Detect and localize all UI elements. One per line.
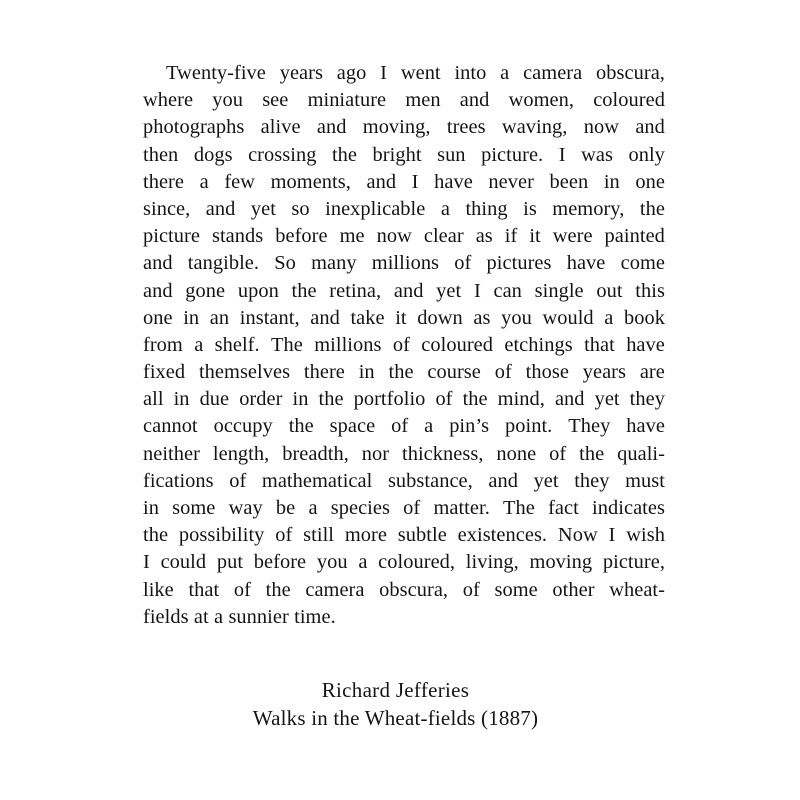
passage-line	[143, 468, 665, 495]
passage-word: of	[435, 388, 453, 411]
passage-word: can	[493, 279, 522, 302]
passage-word: fications	[143, 469, 214, 492]
passage-word: a	[308, 497, 318, 519]
passage-word: since,	[143, 197, 191, 220]
passage-word: down	[417, 306, 463, 329]
passage-word: tangible.	[187, 252, 260, 275]
passage-word: of	[403, 497, 421, 519]
passage-word: a	[424, 415, 434, 438]
passage-word: and	[488, 469, 518, 492]
passage-word: thickness,	[402, 442, 484, 465]
attribution-year: (1887)	[481, 706, 539, 730]
passage-word: matter.	[433, 497, 490, 519]
passage-word: neither	[143, 442, 200, 465]
passage-word: were	[552, 225, 593, 248]
passage-word: possibility	[178, 524, 265, 547]
passage-word: moving	[529, 551, 593, 574]
passage-word: millions	[371, 252, 440, 275]
passage-word: gone	[185, 279, 226, 302]
passage-word: etchings	[504, 333, 573, 356]
passage-word: there	[143, 170, 185, 193]
passage-word: you	[501, 306, 532, 329]
passage-word: and	[459, 89, 490, 112]
passage-word: I	[558, 143, 566, 166]
passage-word: and	[554, 388, 585, 411]
passage-word: pictures	[486, 252, 552, 275]
passage-word: this	[635, 279, 665, 302]
passage-word: and	[310, 306, 340, 329]
passage-word: only	[628, 143, 665, 166]
passage-line	[143, 577, 665, 604]
passage-word: species	[330, 497, 390, 519]
passage-word: is	[523, 197, 537, 220]
passage-word: none	[496, 442, 537, 465]
passage-word: at	[193, 605, 209, 628]
passage-word: portfolio	[353, 388, 426, 411]
passage-word: single	[534, 279, 584, 302]
passage-word: I	[473, 279, 481, 302]
passage-word: due	[199, 388, 230, 411]
passage-word: women,	[508, 89, 575, 112]
passage-word: ago	[336, 62, 367, 84]
passage-word: retina,	[329, 279, 382, 302]
passage-word: if	[504, 225, 518, 248]
passage-word: sun	[437, 143, 466, 166]
passage-word: order	[239, 388, 283, 411]
passage-word: and	[635, 116, 665, 139]
passage-word: a	[358, 551, 368, 574]
passage-word: of	[392, 333, 410, 356]
passage-line	[143, 441, 665, 468]
passage-word: I	[380, 62, 388, 84]
passage-word: painted	[604, 225, 665, 248]
passage-line	[143, 60, 665, 87]
passage-word: me	[339, 225, 365, 248]
passage-line	[143, 169, 665, 196]
passage-word: the	[318, 388, 344, 411]
passage-line	[143, 142, 665, 169]
passage-word: yet	[533, 469, 559, 492]
passage-word: mathematical	[261, 469, 373, 492]
passage-body	[143, 60, 665, 631]
passage-line	[143, 386, 665, 413]
passage-word: before	[275, 225, 328, 248]
passage-word: and	[316, 116, 347, 139]
passage-word: other	[552, 578, 595, 601]
passage-word: from	[143, 333, 183, 356]
passage-word: a	[214, 605, 224, 628]
passage-line	[143, 223, 665, 250]
passage-word: the	[288, 415, 314, 438]
passage-word: and	[366, 170, 397, 193]
passage-word: you	[212, 89, 243, 112]
passage-word: yet	[250, 197, 276, 220]
passage-word: the	[265, 578, 291, 601]
passage-word: quali-	[617, 442, 665, 465]
passage-word: camera	[305, 578, 365, 601]
passage-word: now	[583, 116, 619, 139]
passage-word: Twenty-five	[166, 62, 266, 84]
passage-line	[143, 332, 665, 359]
passage-word: nor	[361, 442, 390, 465]
passage-word: come	[620, 252, 665, 275]
passage-word: in	[358, 361, 375, 384]
passage-word: never	[488, 170, 534, 193]
passage-word: wish	[626, 524, 665, 547]
passage-word: camera	[523, 62, 583, 84]
passage-word: that	[584, 333, 615, 356]
passage-word: fact	[548, 497, 579, 519]
passage-word: dogs	[193, 143, 233, 166]
passage-word: you	[316, 551, 348, 574]
passage-word: all	[143, 388, 164, 411]
passage-line	[143, 278, 665, 305]
passage-word: and	[143, 252, 173, 275]
passage-word: substance,	[387, 469, 473, 492]
passage-word: and	[143, 279, 173, 302]
passage-word: The	[271, 333, 303, 356]
passage-word: years	[582, 361, 627, 384]
passage-word: there	[303, 361, 345, 384]
passage-word: obscura,	[379, 578, 449, 601]
passage-word: living,	[465, 551, 519, 574]
passage-word: coloured	[593, 89, 665, 112]
passage-word: a	[194, 333, 204, 356]
passage-word: out	[596, 279, 623, 302]
passage-word: into	[454, 62, 487, 84]
passage-word: subtle	[397, 524, 447, 547]
passage-word: fields	[143, 605, 189, 628]
passage-word: then	[143, 143, 179, 166]
passage-word: picture.	[481, 143, 544, 166]
passage-word: in	[143, 497, 159, 519]
passage-word: cannot	[143, 415, 198, 438]
passage-word: shelf.	[214, 333, 260, 356]
passage-word: They	[568, 415, 611, 438]
passage-word: the	[639, 197, 665, 220]
passage-word: went	[400, 62, 441, 84]
passage-word: I	[411, 170, 419, 193]
passage-word: that	[188, 578, 220, 601]
passage-word: one	[635, 170, 665, 193]
passage-word: was	[581, 143, 613, 166]
passage-word: miniature	[307, 89, 387, 112]
passage-word: coloured	[421, 333, 494, 356]
passage-word: they	[629, 388, 665, 411]
passage-word: many	[311, 252, 357, 275]
passage-line	[143, 305, 665, 332]
passage-word: themselves	[198, 361, 291, 384]
passage-word: instant,	[239, 306, 300, 329]
passage-word: be	[275, 497, 296, 519]
passage-line	[143, 522, 665, 549]
passage-word: some	[494, 578, 538, 601]
passage-word: in	[173, 388, 190, 411]
passage-word: existences.	[457, 524, 548, 547]
passage-word: could	[160, 551, 207, 574]
passage-word: a	[500, 62, 510, 84]
passage-word: I	[608, 524, 616, 547]
passage-word: have	[566, 252, 606, 275]
passage-word: of	[275, 524, 293, 547]
passage-word: have	[434, 170, 473, 193]
passage-word: where	[143, 89, 194, 112]
passage-word: so	[291, 197, 310, 220]
passage-word: picture,	[602, 551, 665, 574]
passage-word: thing	[465, 197, 508, 220]
passage-word: of	[462, 578, 480, 601]
passage-word: a	[199, 170, 209, 193]
passage-word: time.	[294, 605, 336, 628]
passage-word: So	[274, 252, 296, 275]
passage-word: the	[388, 361, 414, 384]
passage-word: space	[329, 415, 376, 438]
passage-word: course	[427, 361, 481, 384]
passage-word: I	[143, 551, 150, 574]
passage-word: see	[262, 89, 289, 112]
passage-word: in	[183, 306, 200, 329]
passage-word: an	[209, 306, 230, 329]
passage-line	[143, 87, 665, 114]
passage-word: one	[143, 306, 173, 329]
passage-word: have	[626, 415, 665, 438]
passage-word: of	[233, 578, 251, 601]
passage-word: the	[331, 143, 358, 166]
passage-word: crossing	[248, 143, 317, 166]
passage-word: clear	[423, 225, 464, 248]
passage-word: length,	[212, 442, 270, 465]
passage-word: point.	[505, 415, 553, 438]
attribution-source	[143, 704, 648, 732]
passage-word: it	[529, 225, 541, 248]
passage-word: those	[525, 361, 569, 384]
passage-word: occupy	[213, 415, 273, 438]
passage-word: in	[603, 170, 620, 193]
passage-word: wheat-	[609, 578, 665, 601]
passage-word: now	[376, 225, 412, 248]
passage-word: Now	[557, 524, 598, 547]
passage-word: put	[216, 551, 244, 574]
passage-word: as	[475, 225, 493, 248]
passage-word: of	[229, 469, 247, 492]
passage-word: still	[303, 524, 335, 547]
passage-word: yet	[436, 279, 462, 302]
passage-line	[143, 196, 665, 223]
passage-word: mind,	[497, 388, 545, 411]
passage-word: before	[253, 551, 307, 574]
attribution-block	[143, 676, 648, 732]
passage-word: pin’s	[449, 415, 490, 438]
passage-word: yet	[594, 388, 620, 411]
passage-word: they	[574, 469, 610, 492]
passage-line	[143, 495, 665, 522]
passage-word: book	[624, 306, 665, 329]
passage-word: more	[344, 524, 387, 547]
passage-word: picture	[143, 225, 200, 248]
passage-word: sunnier	[228, 605, 289, 628]
passage-word: breadth,	[282, 442, 349, 465]
passage-word: coloured,	[378, 551, 456, 574]
passage-word: millions	[314, 333, 382, 356]
passage-word: some	[172, 497, 216, 519]
passage-word: are	[639, 361, 665, 384]
passage-word: years	[279, 62, 323, 84]
passage-word: the	[579, 442, 605, 465]
passage-word: a	[604, 306, 614, 329]
passage-word: the	[462, 388, 488, 411]
passage-word: of	[454, 252, 472, 275]
attribution-source-title: Walks in the Wheat-fields	[252, 706, 476, 730]
passage-word: the	[291, 279, 317, 302]
passage-word: and	[205, 197, 236, 220]
passage-word: trees	[446, 116, 486, 139]
passage-line	[143, 114, 665, 141]
passage-word: stands	[211, 225, 264, 248]
passage-word: in	[292, 388, 309, 411]
passage-word: of	[494, 361, 512, 384]
passage-word: and	[393, 279, 424, 302]
passage-word: of	[549, 442, 567, 465]
passage-line	[143, 549, 665, 576]
passage-word: way	[228, 497, 263, 519]
passage-word: few	[224, 170, 256, 193]
passage-word: like	[143, 578, 174, 601]
passage-word: moving,	[362, 116, 431, 139]
passage-line	[143, 604, 665, 631]
passage-word: take	[350, 306, 385, 329]
passage-word: moments,	[270, 170, 351, 193]
passage-word: of	[391, 415, 409, 438]
passage-word: a	[440, 197, 450, 220]
passage-word: indicates	[592, 497, 665, 519]
passage-word: as	[473, 306, 491, 329]
passage-line	[143, 413, 665, 440]
passage-word: it	[395, 306, 407, 329]
passage-word: have	[626, 333, 665, 356]
passage-word: men	[405, 89, 441, 112]
attribution-author: Richard Jefferies	[321, 678, 470, 702]
passage-word: inexplicable	[325, 197, 426, 220]
passage-word: alive	[260, 116, 301, 139]
passage-word: waving,	[501, 116, 568, 139]
passage-word: photographs	[143, 116, 245, 139]
passage-word: would	[542, 306, 594, 329]
passage-word: obscura,	[596, 62, 665, 84]
passage-word: been	[549, 170, 589, 193]
passage-word: upon	[237, 279, 279, 302]
passage-word: must	[625, 469, 665, 492]
passage-word: the	[143, 524, 169, 547]
passage-line	[143, 359, 665, 386]
passage-word: memory,	[552, 197, 625, 220]
passage-word: The	[503, 497, 535, 519]
passage-line	[143, 250, 665, 277]
passage-word: fixed	[143, 361, 186, 384]
passage-word: bright	[372, 143, 422, 166]
